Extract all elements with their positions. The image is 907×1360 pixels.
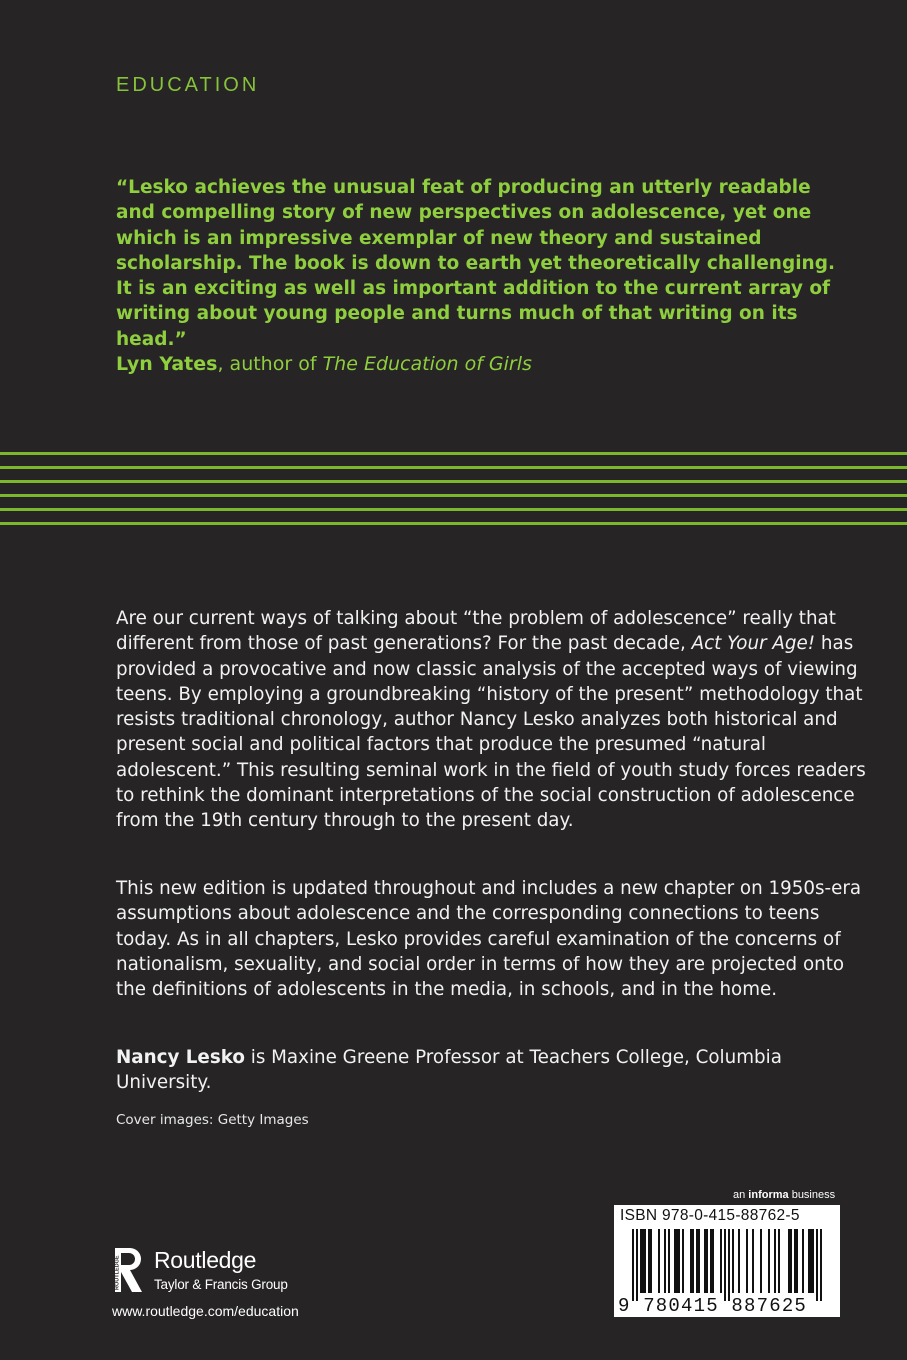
informa-brand: informa <box>748 1189 789 1201</box>
barcode-bar <box>768 1229 770 1293</box>
routledge-mark-text: ROUTLEDGE <box>114 1255 121 1290</box>
author-bio <box>116 1045 876 1096</box>
barcode-bar <box>648 1229 650 1293</box>
barcode-bar <box>692 1229 694 1293</box>
barcode-bar <box>760 1229 762 1293</box>
barcode-bar <box>698 1229 700 1293</box>
barcode-bar <box>676 1229 678 1293</box>
publisher-name: Routledge <box>154 1247 257 1273</box>
barcode-bar <box>650 1229 652 1293</box>
barcode-bar <box>642 1229 644 1293</box>
cover-credit: Cover images: Getty Images <box>116 1112 309 1128</box>
barcode-bar <box>644 1229 646 1293</box>
barcode-bar <box>632 1229 634 1301</box>
isbn-barcode <box>614 1205 840 1317</box>
barcode-bar <box>696 1229 698 1293</box>
category-label: EDUCATION <box>116 74 260 96</box>
barcode-bar <box>738 1229 740 1293</box>
endorsement-quote: “Lesko achieves the unusual feat of producing an utterly readable and compelling story of new perspectives on adolescence, yet one which is an impressive exemplar of new theory and sustained scholarship. The book is down to earth yet theoretically challenging. It is an exciting as well as important addition to the current array of writing about young people and turns much of that writing on its head.” <box>116 177 835 350</box>
barcode-bar <box>746 1229 748 1293</box>
description-paragraph-2: This new edition is updated throughout and includes a new chapter on 1950s-era assumptions about adolescence and the corresponding connections to teens today. As in all chapters, Lesko provides careful examination of the concerns of nationalism, sexuality, and social order in terms of how they are projected onto the definitions of adolescents in the media, in schools, and in the home. <box>116 878 862 1001</box>
barcode-bar <box>816 1229 818 1301</box>
informa-prefix: an <box>733 1189 749 1201</box>
isbn-label: ISBN 978-0-415-88762-5 <box>620 1207 800 1224</box>
barcode-bar <box>664 1229 666 1293</box>
publisher-group: Taylor & Francis Group <box>154 1277 288 1292</box>
barcode-bar <box>788 1229 790 1293</box>
barcode-bar <box>790 1229 792 1293</box>
book-title-inline: Act Your Age! <box>691 633 816 655</box>
barcode-bar <box>778 1229 780 1293</box>
barcode-bar <box>720 1229 722 1293</box>
barcode-digits: 9 780415 887625 <box>618 1295 808 1317</box>
publisher-website[interactable]: www.routledge.com/education <box>112 1303 299 1319</box>
barcode-bar <box>674 1229 676 1293</box>
barcode-bar <box>710 1229 712 1293</box>
barcode-bar <box>690 1229 692 1293</box>
barcode-bar <box>636 1229 638 1301</box>
barcode-bar <box>640 1229 642 1293</box>
description-p1-start: Are our current ways of talking about “the problem of adolescence” really that different from those of past generations? For the past decade, <box>116 608 836 655</box>
barcode-bar <box>704 1229 706 1293</box>
barcode-bar <box>668 1229 670 1293</box>
barcode-bar <box>706 1229 708 1293</box>
description-paragraph-1 <box>116 606 876 834</box>
barcode-bar <box>752 1229 754 1293</box>
barcode-bar <box>682 1229 684 1293</box>
quote-author-prefix: , author of <box>217 353 323 375</box>
description-p1-end: has provided a provocative and now classic analysis of the accepted ways of viewing teens. By employing a groundbreaking “history of the present” methodology that resists traditional chronology, author Nancy Lesko analyzes both historical and present social and political factors that produce the presumed “natural adolescent.” This resulting seminal work in the field of youth study forces readers to rethink the dominant interpretations of the social construction of adolescence from the 19th century through to the present day. <box>116 633 866 832</box>
barcode-bar <box>728 1229 730 1301</box>
barcode-bar <box>774 1229 776 1293</box>
barcode-bar <box>724 1229 726 1301</box>
barcode-bar <box>794 1229 796 1293</box>
bio-text: is Maxine Greene Professor at Teachers College, Columbia University. <box>116 1047 782 1094</box>
barcode-bar <box>678 1229 680 1293</box>
barcode-bar <box>810 1229 812 1293</box>
barcode-bar <box>802 1229 804 1293</box>
routledge-logo <box>112 1246 372 1296</box>
barcode-bar <box>820 1229 822 1301</box>
barcode-bar <box>732 1229 734 1293</box>
routledge-mark-icon <box>112 1246 146 1294</box>
quote-book-title: The Education of Girls <box>322 353 532 375</box>
barcode-bar <box>808 1229 810 1293</box>
informa-tagline <box>733 1189 835 1201</box>
quote-attribution <box>116 351 856 377</box>
barcode-bar <box>658 1229 660 1293</box>
quote-author: Lyn Yates <box>116 353 218 375</box>
bio-author-name: Nancy Lesko <box>116 1047 245 1068</box>
barcode-bar <box>712 1229 714 1293</box>
informa-suffix: business <box>788 1189 836 1201</box>
barcode-bar <box>812 1229 814 1293</box>
barcode-bar <box>796 1229 798 1293</box>
